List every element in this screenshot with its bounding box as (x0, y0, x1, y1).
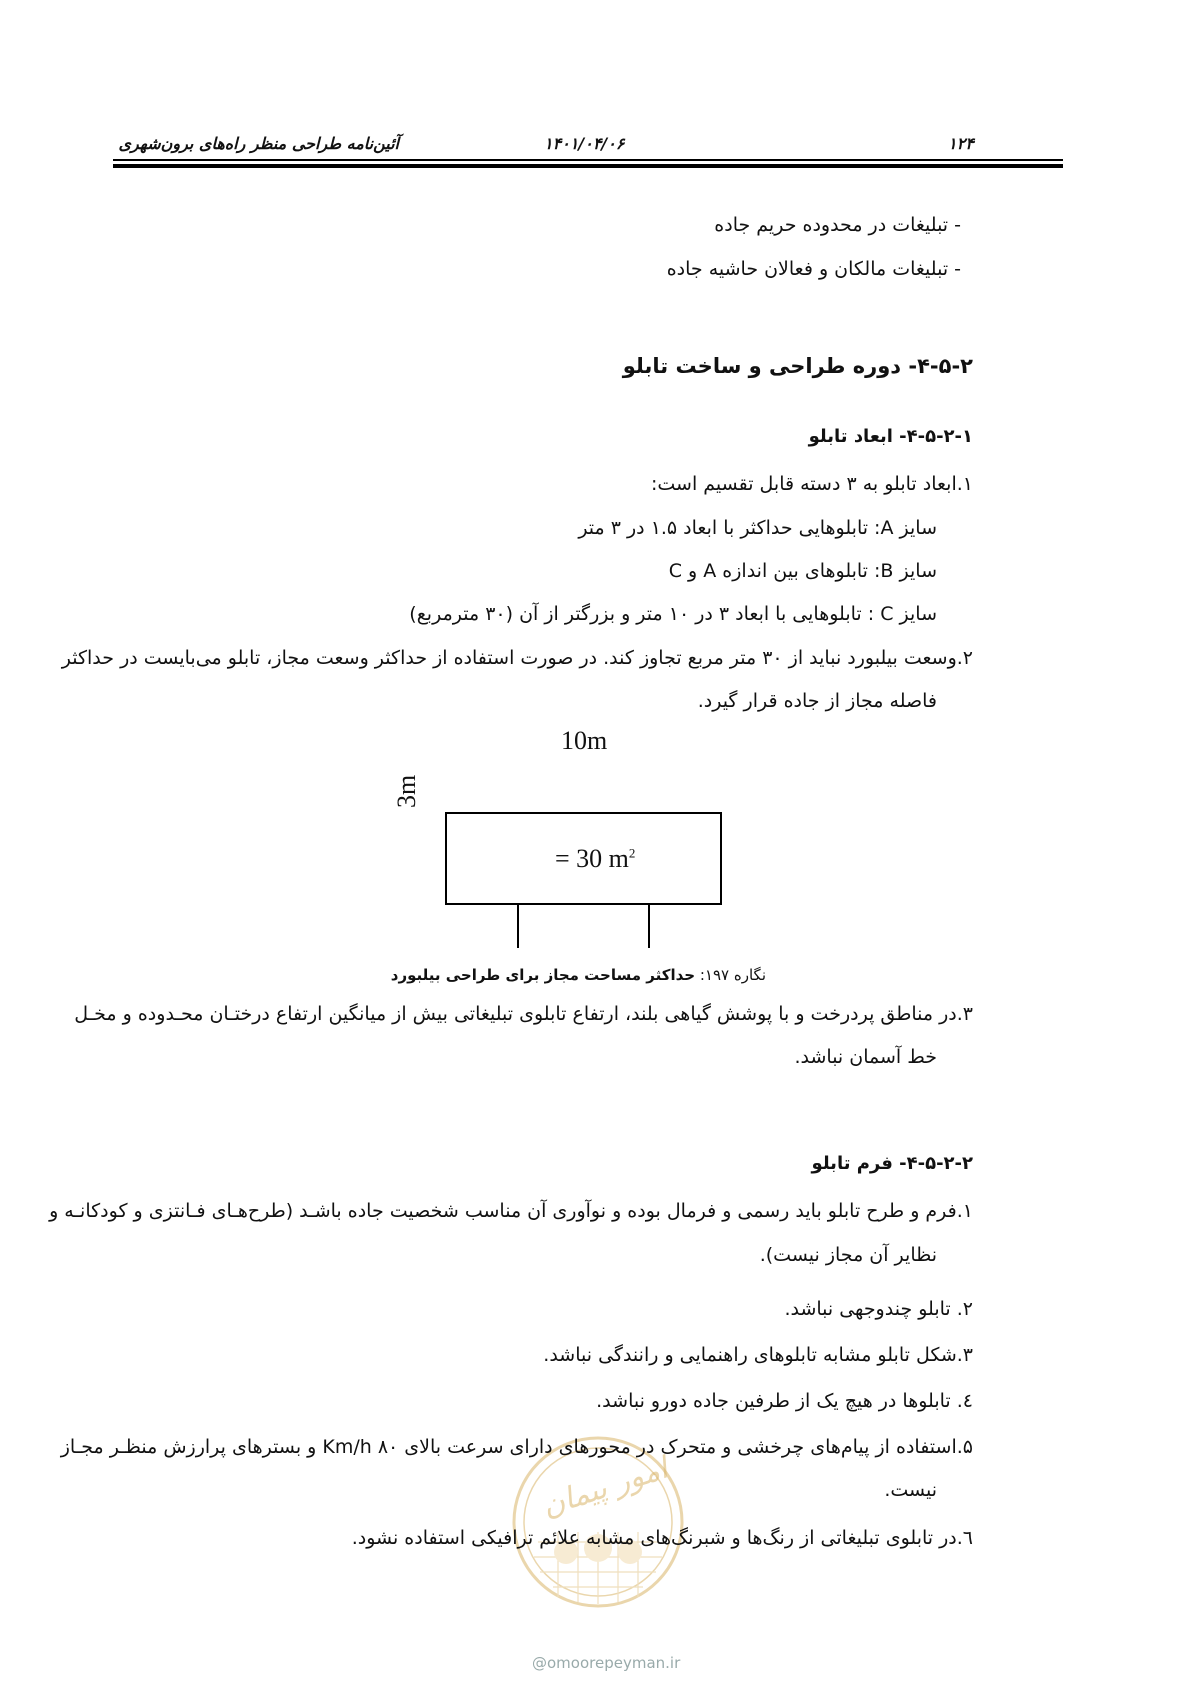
header-date: ۱۴۰۱/۰۴/۰۶ (544, 134, 625, 153)
billboard-left-post (517, 905, 519, 948)
dimensions-item-1: ۱.ابعاد تابلو به ۳ دسته قابل تقسیم است: (650, 473, 973, 495)
form-item-1-line-2: نظایر آن مجاز نیست). (759, 1244, 937, 1266)
form-item-4: ٤. تابلوها در هیچ یک از طرفین جاده دورو نباشد. (596, 1390, 973, 1412)
figure-width-label: 10m (561, 726, 608, 755)
dimensions-item-3-line-1: ۳.در مناطق پردرخت و با پوشش گیاهی بلند، ارتفاع تابلوی تبلیغاتی بیش از میانگین ارتفاع درختـان محـدوده و مخـل (74, 1003, 973, 1025)
form-item-2: ۲. تابلو چندوجهی نباشد. (784, 1298, 973, 1320)
section-heading: ۴-۵-۲- دوره طراحی و ساخت تابلو (622, 354, 973, 378)
watermark-url: @omoorepeyman.ir (532, 1654, 681, 1672)
page-number: ۱۲۴ (948, 134, 974, 153)
figure-area-label (555, 844, 635, 874)
caption-prefix: نگاره ۱۹۷: (699, 966, 766, 984)
subsection-heading-form: ۴-۵-۲-۲- فرم تابلو (811, 1153, 973, 1174)
form-item-5-line-2: نیست. (884, 1479, 937, 1501)
intro-list-item: - تبلیغات در محدوده حریم جاده (714, 214, 961, 236)
size-a: سایز A: تابلوهایی حداکثر با ابعاد ۱.۵ در ۳ متر (578, 517, 937, 539)
dimensions-item-2-line-1: ۲.وسعت بیلبورد نباید از ۳۰ متر مربع تجاوز کند. در صورت استفاده از حداکثر وسعت مجاز، تابلو می‌بایست در حداکثر (61, 647, 973, 669)
figure-height-label: 3m (392, 774, 421, 808)
form-item-1-line-1: ۱.فرم و طرح تابلو باید رسمی و فرمال بوده و نوآوری آن مناسب شخصیت جاده باشـد (طرح‌هـای فـانتزی و کودکانـه و (49, 1200, 973, 1222)
caption-title: حداکثر مساحت مجاز برای طراحی بیلبورد (390, 966, 696, 984)
figure-caption (391, 966, 766, 984)
area-exponent: 2 (628, 845, 636, 861)
watermark-logo-text: امور پیمان (537, 1450, 673, 1525)
header-rule-thick (113, 164, 1063, 168)
header-rule-thin (113, 159, 1063, 161)
form-item-6: ٦.در تابلوی تبلیغاتی از رنگ‌ها و شبرنگ‌های مشابه علائم ترافیکی استفاده نشود. (351, 1527, 973, 1549)
form-item-3: ۳.شکل تابلو مشابه تابلوهای راهنمایی و رانندگی نباشد. (543, 1344, 973, 1366)
billboard-right-post (648, 905, 650, 948)
area-value: = 30 m (555, 844, 629, 873)
subsection-heading-dimensions: ۴-۵-۲-۱- ابعاد تابلو (808, 426, 973, 447)
size-b: سایز B: تابلوهای بین اندازه A و C (668, 560, 937, 582)
intro-list-item: - تبلیغات مالکان و فعالان حاشیه جاده (666, 258, 961, 280)
size-c: سایز C : تابلوهایی با ابعاد ۳ در ۱۰ متر و بزرگتر از آن (۳۰ مترمربع) (409, 603, 937, 625)
form-item-5-line-1: ۵.استفاده از پیام‌های چرخشی و متحرک در محورهای دارای سرعت بالای ۸۰ Km/h و بسترهای پرارزش منظـر مجـاز (60, 1436, 973, 1458)
dimensions-item-2-line-2: فاصله مجاز از جاده قرار گیرد. (697, 690, 937, 712)
dimensions-item-3-line-2: خط آسمان نباشد. (794, 1046, 937, 1068)
header-title: آئین‌نامه طراحی منظر راه‌های برون‌شهری (118, 134, 399, 153)
